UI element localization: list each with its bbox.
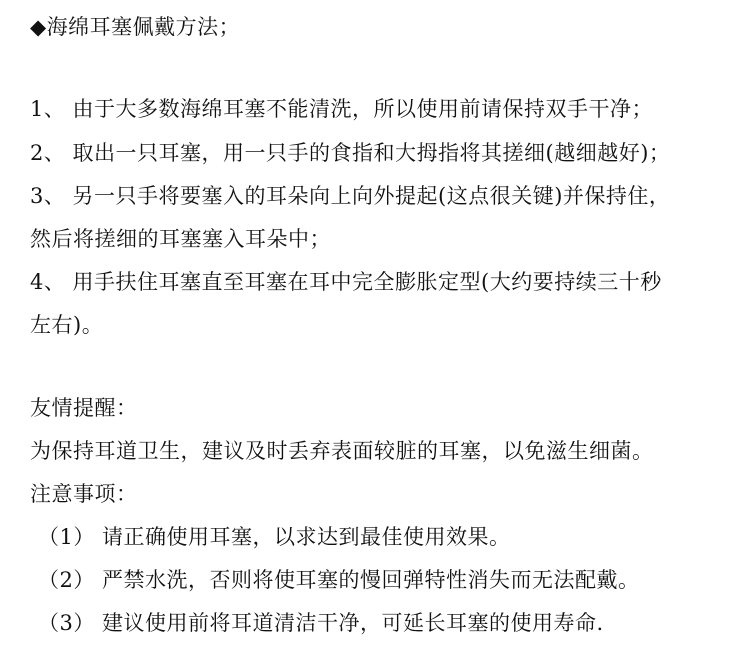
reminder-title: 友情提醒： <box>30 396 138 420</box>
note-item-3: （3） 建议使用前将耳道清洁干净，可延长耳塞的使用寿命. <box>38 611 604 635</box>
step-4: 4、 用手扶住耳塞直至耳塞在耳中完全膨胀定型(大约要持续三十秒 <box>30 270 662 294</box>
step-4-continued: 左右)。 <box>30 313 104 337</box>
reminder-text: 为保持耳道卫生，建议及时丢弃表面较脏的耳塞，以免滋生细菌。 <box>30 439 654 463</box>
step-2: 2、 取出一只耳塞，用一只手的食指和大拇指将其搓细(越细越好)； <box>30 141 671 165</box>
step-3-continued: 然后将搓细的耳塞塞入耳朵中； <box>30 227 331 251</box>
note-item-1: （1） 请正确使用耳塞，以求达到最佳使用效果。 <box>38 525 511 549</box>
note-item-2: （2） 严禁水洗，否则将使耳塞的慢回弹特性消失而无法配戴。 <box>38 568 640 592</box>
section-heading: ◆海绵耳塞佩戴方法； <box>30 15 241 39</box>
step-1: 1、 由于大多数海绵耳塞不能清洗，所以使用前请保持双手干净； <box>30 97 654 121</box>
step-3: 3、 另一只手将要塞入的耳朵向上向外提起(这点很关键)并保持住， <box>30 184 671 208</box>
notes-title: 注意事项： <box>30 482 138 506</box>
